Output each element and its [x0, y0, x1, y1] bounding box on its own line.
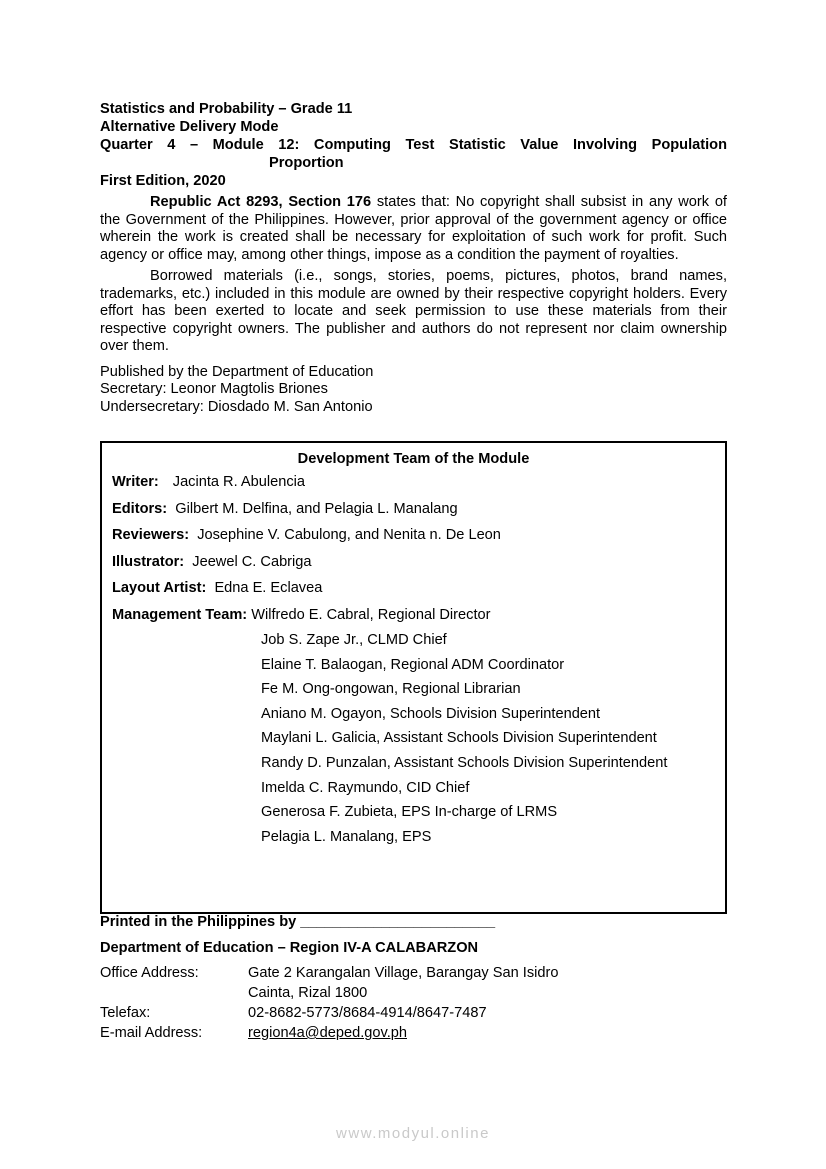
- writer-row: [112, 469, 725, 496]
- reviewers-names: Josephine V. Cabulong, and Nenita n. De Leon: [197, 527, 501, 543]
- module-title-continued: Proportion: [269, 155, 344, 171]
- email-row: [100, 1023, 727, 1043]
- delivery-mode: Alternative Delivery Mode: [100, 119, 279, 135]
- illustrator-row: [112, 549, 725, 576]
- copyright-text: states that: No copyright shall subsist in any work of the Government of the Philippines. However, prior approval of the government agency or office wherein the work is created shall be necessary for exploitation of such work for profit. Such agency or office may, among other things, impose as a condition the payment of royalties.: [100, 194, 727, 263]
- editors-label: Editors:: [112, 500, 168, 517]
- management-member: Wilfredo E. Cabral, Regional Director: [251, 606, 491, 623]
- management-member: Elaine T. Balaogan, Regional ADM Coordinator: [261, 656, 565, 673]
- layout-artist-row: [112, 575, 725, 602]
- undersecretary: Undersecretary: Diosdado M. San Antonio: [100, 398, 373, 415]
- telefax-numbers: 02-8682-5773/8684-4914/8647-7487: [248, 1005, 487, 1021]
- office-address-line1: Gate 2 Karangalan Village, Barangay San Isidro: [248, 965, 559, 981]
- management-member: Generosa F. Zubieta, EPS In-charge of LRMS: [261, 804, 558, 821]
- management-member: Job S. Zape Jr., CLMD Chief: [261, 632, 447, 648]
- layout-artist-label: Layout Artist:: [112, 580, 207, 596]
- office-address-row: [100, 963, 727, 983]
- illustrator-name: Jeewel C. Cabriga: [192, 553, 312, 570]
- copyright-page: [100, 100, 727, 416]
- email-label: E-mail Address:: [100, 1025, 203, 1041]
- management-member: Pelagia L. Manalang, EPS: [261, 828, 432, 845]
- management-member: Imelda C. Raymundo, CID Chief: [261, 779, 470, 796]
- secretary: Secretary: Leonor Magtolis Briones: [100, 381, 328, 397]
- reviewers-label: Reviewers:: [112, 527, 190, 543]
- watermark: www.modyul.online: [336, 1125, 490, 1142]
- publisher: Published by the Department of Education: [100, 363, 374, 380]
- writer-label: Writer:: [112, 474, 159, 490]
- publisher-block: [100, 364, 727, 417]
- printed-in: Printed in the Philippines by ________________________: [100, 914, 496, 930]
- email-link[interactable]: region4a@deped.gov.ph: [248, 1025, 407, 1041]
- management-member: Randy D. Punzalan, Assistant Schools Division Superintendent: [261, 754, 668, 771]
- office-address-label: Office Address:: [100, 965, 199, 981]
- office-address-row-2: [100, 983, 727, 1003]
- borrowed-materials-paragraph: Borrowed materials (i.e., songs, stories, poems, pictures, photos, brand names, trademarks, etc.) included in this module are owned by their respective copyright holders. Every effort has been exerted to locate and seek permission to use these materials from their respective copyright owners. The publisher and authors do not represent nor claim ownership over them.: [100, 268, 727, 354]
- office-address-line2: Cainta, Rizal 1800: [248, 985, 368, 1001]
- development-team-title: Development Team of the Module: [297, 451, 530, 467]
- management-member: Fe M. Ong-ongowan, Regional Librarian: [261, 681, 521, 698]
- contact-info: [100, 963, 727, 1043]
- subject-title: Statistics and Probability – Grade 11: [100, 101, 353, 117]
- footer-block: [100, 911, 727, 1043]
- edition: First Edition, 2020: [100, 173, 226, 189]
- writer-name: Jacinta R. Abulencia: [172, 474, 305, 490]
- telefax-label: Telefax:: [100, 1005, 151, 1021]
- copyright-paragraph: [100, 194, 727, 264]
- management-member: Aniano M. Ogayon, Schools Division Superintendent: [261, 705, 601, 722]
- illustrator-label: Illustrator:: [112, 553, 185, 570]
- republic-act-reference: Republic Act 8293, Section 176: [150, 194, 372, 210]
- module-title: Quarter 4 – Module 12: Computing Test Statistic Value Involving Population: [100, 137, 727, 153]
- editors-names: Gilbert M. Delfina, and Pelagia L. Manalang: [175, 500, 458, 517]
- editors-row: [112, 496, 725, 523]
- layout-artist-name: Edna E. Eclavea: [214, 580, 323, 596]
- region-name: Department of Education – Region IV-A CALABARZON: [100, 940, 479, 956]
- management-team-row: [112, 602, 725, 629]
- management-member: Maylani L. Galicia, Assistant Schools Division Superintendent: [261, 730, 657, 747]
- telefax-row: [100, 1003, 727, 1023]
- management-team-label: Management Team:: [112, 606, 248, 623]
- development-team-box: [100, 441, 727, 914]
- reviewers-row: [112, 522, 725, 549]
